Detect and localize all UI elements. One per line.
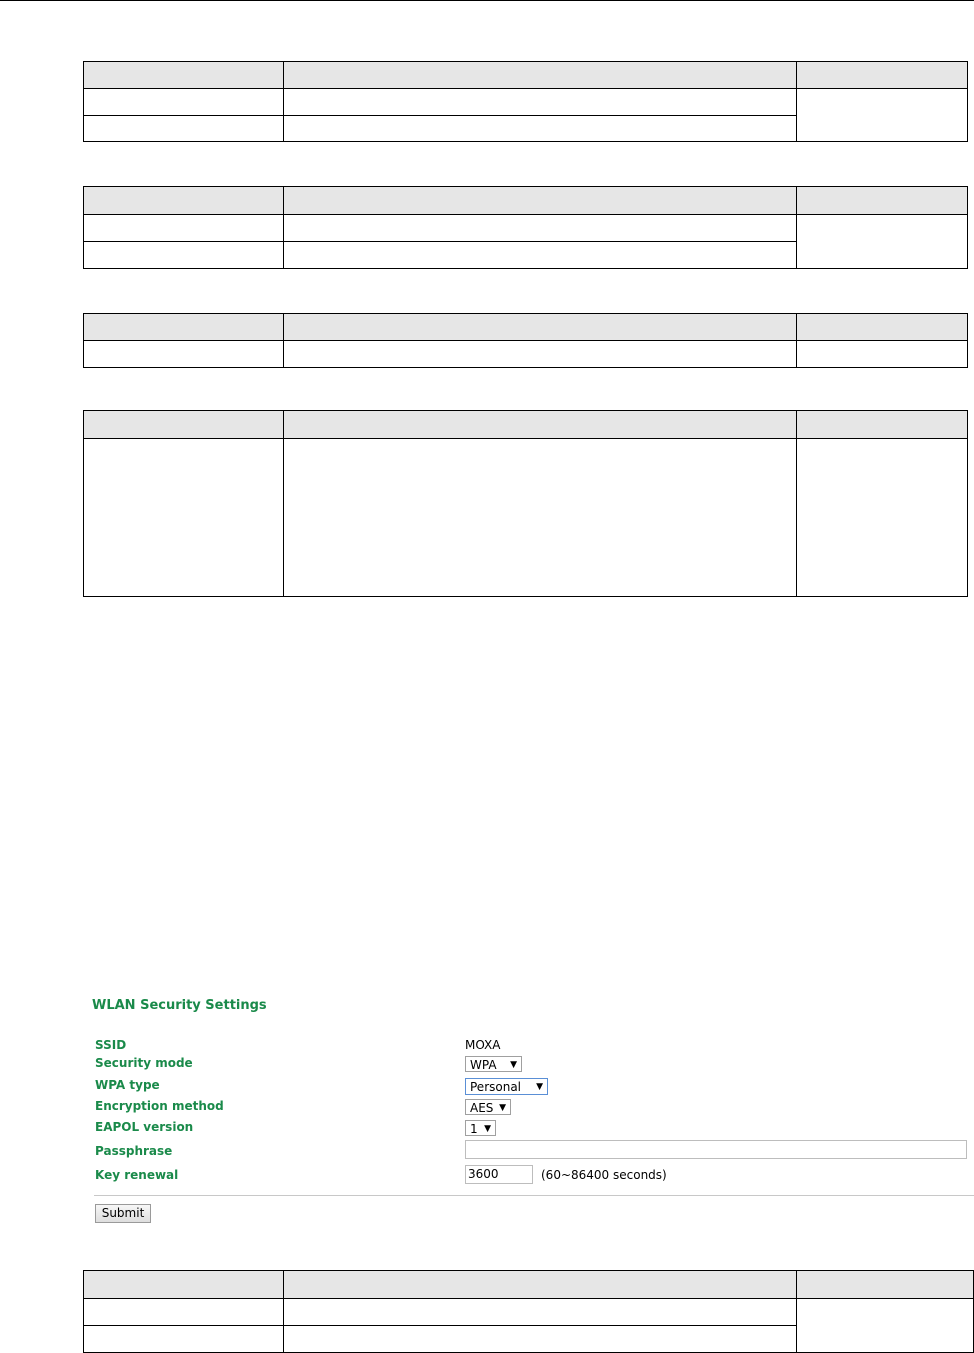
passphrase-label: Passphrase [95, 1144, 173, 1158]
table-cell [84, 89, 284, 116]
table-cell [84, 1299, 284, 1326]
table-header-cell [284, 314, 797, 341]
form-divider [94, 1195, 974, 1196]
table-cell [797, 1299, 974, 1353]
table-cell [284, 439, 797, 597]
spec-table-1 [83, 61, 968, 142]
table-cell [284, 341, 797, 368]
chevron-down-icon: ▼ [536, 1082, 543, 1092]
panel-title: WLAN Security Settings [92, 998, 267, 1013]
chevron-down-icon: ▼ [484, 1124, 491, 1134]
spec-table-3 [83, 313, 968, 368]
table-header-cell [797, 314, 968, 341]
submit-button[interactable]: Submit [95, 1204, 151, 1223]
table-cell [84, 215, 284, 242]
encryption-method-value: AES [470, 1101, 494, 1115]
security-mode-select[interactable] [465, 1056, 522, 1072]
chevron-down-icon: ▼ [499, 1103, 506, 1113]
eapol-version-label: EAPOL version [95, 1120, 194, 1134]
table-cell [284, 242, 797, 269]
table-cell [284, 1326, 797, 1353]
table-header-cell [84, 62, 284, 89]
table-cell [84, 1326, 284, 1353]
table-header-cell [797, 1271, 974, 1299]
wpa-type-value: Personal [470, 1080, 522, 1094]
spec-table-5 [83, 1270, 974, 1353]
table-cell [84, 116, 284, 142]
eapol-version-value: 1 [470, 1122, 478, 1136]
encryption-method-label: Encryption method [95, 1099, 224, 1113]
table-header-cell [284, 411, 797, 439]
table-cell [284, 116, 797, 142]
spec-table-2 [83, 186, 968, 269]
encryption-method-select[interactable] [465, 1099, 511, 1115]
ssid-label: SSID [95, 1038, 127, 1052]
key-renewal-input[interactable]: 3600 [465, 1165, 533, 1184]
ssid-value: MOXA [465, 1038, 501, 1052]
table-cell [84, 341, 284, 368]
chevron-down-icon: ▼ [510, 1060, 517, 1070]
table-header-cell [284, 187, 797, 215]
table-cell [284, 1299, 797, 1326]
table-cell [797, 439, 968, 597]
table-cell [284, 89, 797, 116]
table-header-cell [284, 62, 797, 89]
table-header-cell [84, 314, 284, 341]
security-mode-value: WPA [470, 1058, 497, 1072]
eapol-version-select[interactable] [465, 1120, 496, 1136]
security-mode-label: Security mode [95, 1056, 193, 1070]
table-header-cell [84, 187, 284, 215]
table-cell [84, 439, 284, 597]
key-renewal-hint: (60~86400 seconds) [541, 1168, 667, 1182]
table-cell [284, 215, 797, 242]
table-header-cell [84, 1271, 284, 1299]
table-header-cell [797, 187, 968, 215]
page-top-rule [0, 0, 974, 1]
table-cell [797, 215, 968, 269]
table-cell [797, 89, 968, 142]
table-header-cell [84, 411, 284, 439]
wpa-type-select[interactable] [465, 1078, 548, 1095]
spec-table-4 [83, 410, 968, 597]
key-renewal-label: Key renewal [95, 1168, 179, 1182]
table-cell [797, 341, 968, 368]
table-header-cell [797, 62, 968, 89]
passphrase-input[interactable] [465, 1140, 967, 1159]
table-header-cell [284, 1271, 797, 1299]
wpa-type-label: WPA type [95, 1078, 160, 1092]
table-header-cell [797, 411, 968, 439]
table-cell [84, 242, 284, 269]
